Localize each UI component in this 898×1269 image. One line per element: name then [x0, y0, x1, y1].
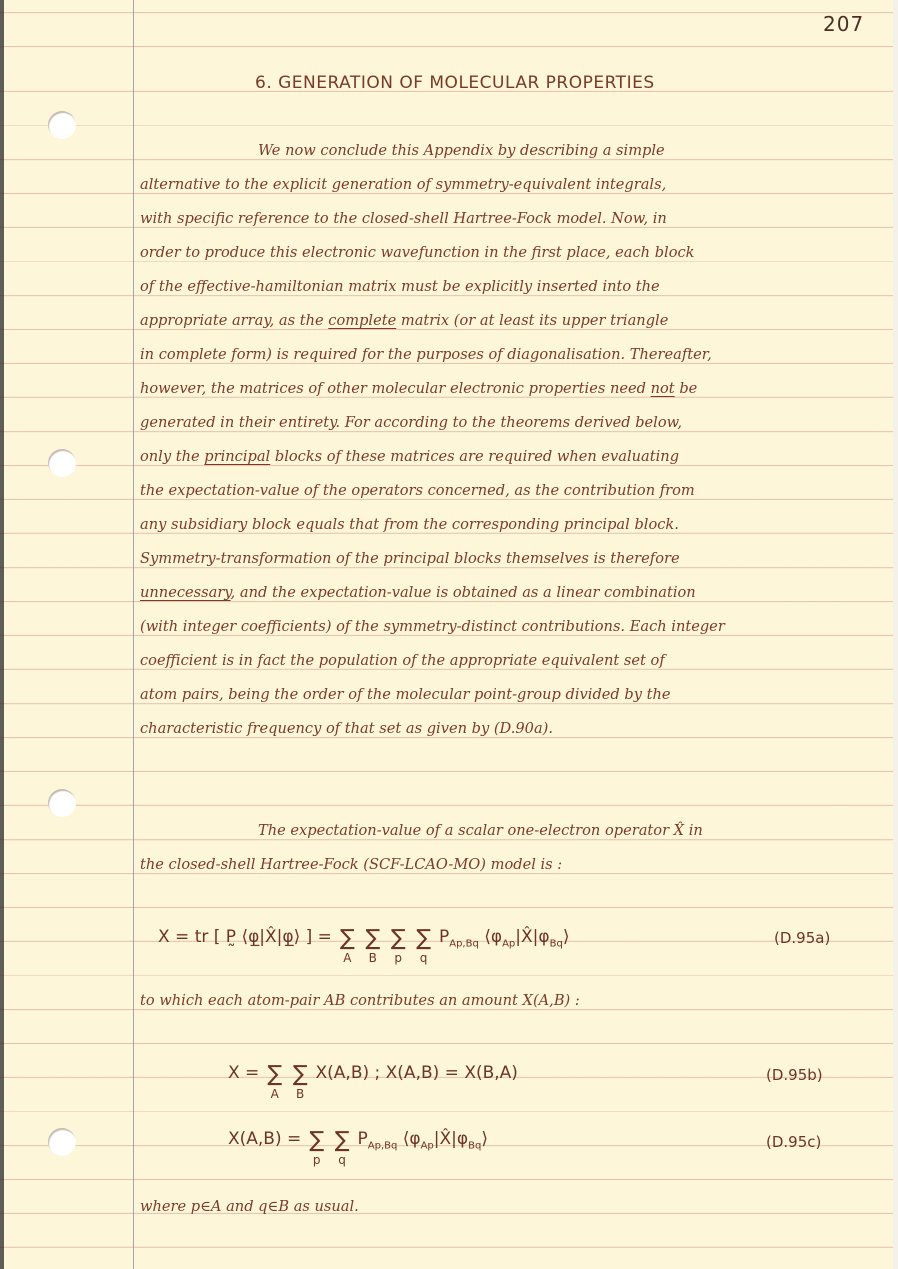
equation-rhs: X(A,B) ; X(A,B) = X(B,A)	[315, 1063, 518, 1083]
equation-lhs: X =	[228, 1063, 260, 1083]
paragraph-line	[140, 380, 697, 397]
paragraph-line: to which each atom-pair AB contributes an amount X(A,B) :	[140, 992, 580, 1009]
paragraph-line: the expectation-value of the operators concerned, as the contribution from	[140, 482, 695, 499]
paragraph-line: atom pairs, being the order of the molecular point-group divided by the	[140, 686, 671, 703]
equation-d95a	[158, 926, 570, 965]
underlined-word: complete	[328, 312, 397, 329]
paragraph-line: characteristic frequency of that set as given by (D.90a).	[140, 720, 553, 737]
density-matrix-symbol: P	[357, 1129, 368, 1149]
summation-symbol: ∑ B	[292, 1062, 308, 1101]
summation-symbol: ∑ p	[309, 1128, 325, 1167]
operator: |X̂|φ	[433, 1129, 469, 1149]
paragraph-line: the closed-shell Hartree-Fock (SCF-LCAO-MO) model is :	[140, 856, 563, 873]
equation-label: (D.95b)	[766, 1066, 823, 1084]
summation-symbol: ∑ B	[365, 926, 381, 965]
text-segment: be	[679, 380, 698, 397]
margin-line	[133, 0, 134, 1269]
paragraph-line	[140, 312, 668, 329]
equation-d95b	[228, 1062, 518, 1101]
text-segment: , and the expectation-value is obtained as a linear combination	[230, 584, 696, 601]
paragraph-line	[140, 584, 696, 601]
page-right-edge	[893, 0, 898, 1269]
underlined-word: unnecessary	[140, 584, 231, 601]
summation-symbol: ∑ A	[267, 1062, 283, 1101]
summation-symbol: ∑ q	[334, 1128, 350, 1167]
paragraph-line: Symmetry-transformation of the principal blocks themselves is therefore	[140, 550, 680, 567]
ket-close: ⟩	[481, 1129, 488, 1149]
section-title: 6. GENERATION OF MOLECULAR PROPERTIES	[255, 73, 655, 93]
subscript: Bq	[549, 938, 563, 950]
paragraph-line: with specific reference to the closed-shell Hartree-Fock model. Now, in	[140, 210, 667, 227]
equation-lhs: X(A,B) =	[228, 1129, 302, 1149]
underlined-word: principal	[204, 448, 271, 465]
equation-lhs: X = tr [ P̰ ⟨φ̲|X̂|φ̲⟩ ] =	[158, 927, 332, 947]
paragraph-line: order to produce this electronic wavefunction in the first place, each block	[140, 244, 695, 261]
subscript: Bq	[468, 1140, 482, 1152]
punch-hole	[48, 449, 76, 477]
paragraph-line: The expectation-value of a scalar one-electron operator X̂ in	[258, 822, 703, 839]
text-segment: appropriate array, as the	[140, 312, 324, 329]
bra: ⟨φ	[402, 1129, 421, 1149]
paragraph-line: (with integer coefficients) of the symmetry-distinct contributions. Each integer	[140, 618, 725, 635]
equation-d95c	[228, 1128, 488, 1167]
subscript: Ap	[420, 1140, 434, 1152]
paragraph-line: where p∈A and q∈B as usual.	[140, 1198, 359, 1215]
bra: ⟨φ	[484, 927, 503, 947]
operator: |X̂|φ	[515, 927, 550, 947]
paragraph-line: We now conclude this Appendix by describing a simple	[258, 142, 665, 159]
punch-hole	[48, 1128, 76, 1156]
punch-hole	[48, 789, 76, 817]
summation-symbol: ∑ A	[339, 926, 355, 965]
subscript: Ap,Bq	[449, 938, 479, 950]
underlined-word: not	[650, 380, 675, 397]
ket-close: ⟩	[562, 927, 570, 947]
equation-label: (D.95a)	[774, 929, 831, 947]
equation-label: (D.95c)	[766, 1133, 822, 1151]
text-segment: blocks of these matrices are required when evaluating	[274, 448, 680, 465]
paragraph-line: generated in their entirety. For according to the theorems derived below,	[140, 414, 683, 431]
paragraph-line: coefficient is in fact the population of the appropriate equivalent set of	[140, 652, 665, 669]
page-number: 207	[823, 12, 865, 36]
text-segment: however, the matrices of other molecular electronic properties need	[140, 380, 646, 397]
paragraph-line: alternative to the explicit generation of symmetry-equivalent integrals,	[140, 176, 667, 193]
summation-symbol: ∑ p	[390, 926, 406, 965]
paragraph-line: in complete form) is required for the purposes of diagonalisation. Thereafter,	[140, 346, 712, 363]
summation-symbol: ∑ q	[416, 926, 431, 965]
text-segment: matrix (or at least its upper triangle	[400, 312, 669, 329]
paragraph-line: of the effective-hamiltonian matrix must be explicitly inserted into the	[140, 278, 660, 295]
subscript: Ap	[502, 938, 516, 950]
paragraph-line	[140, 448, 679, 465]
page-left-edge	[0, 0, 4, 1269]
subscript: Ap,Bq	[367, 1140, 398, 1152]
density-matrix-symbol: P	[438, 927, 450, 947]
punch-hole	[48, 111, 76, 139]
paragraph-line: any subsidiary block equals that from the corresponding principal block.	[140, 516, 679, 533]
text-segment: only the	[140, 448, 200, 465]
